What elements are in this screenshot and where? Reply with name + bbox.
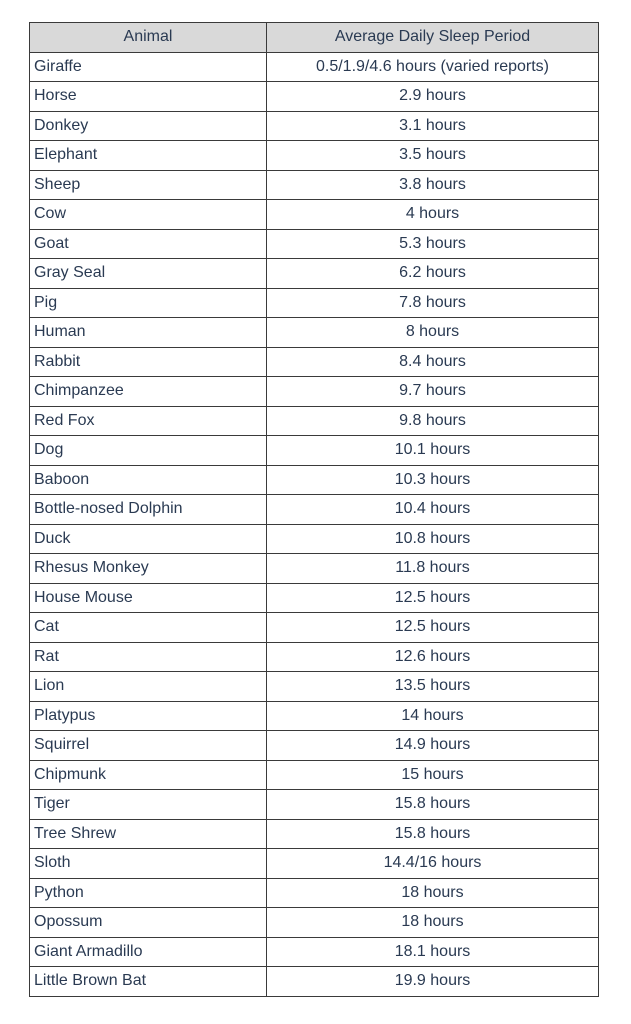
sleep-period-cell: 11.8 hours (267, 554, 599, 584)
table-row (30, 200, 599, 230)
sleep-period-cell: 14 hours (267, 701, 599, 731)
animal-cell: Dog (30, 436, 267, 466)
sleep-period-cell: 10.8 hours (267, 524, 599, 554)
animal-cell: Cat (30, 613, 267, 643)
sleep-period-cell: 15.8 hours (267, 790, 599, 820)
animal-cell: Platypus (30, 701, 267, 731)
table-row (30, 967, 599, 997)
table-row (30, 613, 599, 643)
table-row (30, 495, 599, 525)
sleep-period-cell: 5.3 hours (267, 229, 599, 259)
table-row (30, 849, 599, 879)
table-row (30, 465, 599, 495)
table-row (30, 141, 599, 171)
table-row (30, 790, 599, 820)
animal-cell: Pig (30, 288, 267, 318)
sleep-period-cell: 3.1 hours (267, 111, 599, 141)
table-row (30, 524, 599, 554)
sleep-period-cell: 15 hours (267, 760, 599, 790)
sleep-period-cell: 19.9 hours (267, 967, 599, 997)
animal-cell: Elephant (30, 141, 267, 171)
sleep-period-cell: 9.7 hours (267, 377, 599, 407)
table-row (30, 731, 599, 761)
table-row (30, 819, 599, 849)
sleep-period-cell: 9.8 hours (267, 406, 599, 436)
sleep-period-cell: 12.5 hours (267, 583, 599, 613)
animal-cell: Red Fox (30, 406, 267, 436)
animal-cell: Squirrel (30, 731, 267, 761)
animal-cell: Human (30, 318, 267, 348)
table-row (30, 259, 599, 289)
table-row (30, 347, 599, 377)
table-row (30, 672, 599, 702)
sleep-period-cell: 7.8 hours (267, 288, 599, 318)
sleep-period-cell: 10.3 hours (267, 465, 599, 495)
sleep-period-cell: 15.8 hours (267, 819, 599, 849)
table-row (30, 229, 599, 259)
animal-cell: Rat (30, 642, 267, 672)
table-row (30, 642, 599, 672)
table-row (30, 406, 599, 436)
animal-cell: Chimpanzee (30, 377, 267, 407)
sleep-period-cell: 3.5 hours (267, 141, 599, 171)
animal-cell: Gray Seal (30, 259, 267, 289)
animal-cell: Little Brown Bat (30, 967, 267, 997)
table-row (30, 908, 599, 938)
table-row (30, 318, 599, 348)
sleep-period-cell: 8.4 hours (267, 347, 599, 377)
animal-cell: Baboon (30, 465, 267, 495)
sleep-table-container (29, 22, 598, 997)
table-row (30, 554, 599, 584)
animal-cell: Tiger (30, 790, 267, 820)
animal-cell: Python (30, 878, 267, 908)
sleep-period-cell: 3.8 hours (267, 170, 599, 200)
sleep-period-cell: 14.9 hours (267, 731, 599, 761)
sleep-period-cell: 12.6 hours (267, 642, 599, 672)
animal-cell: Duck (30, 524, 267, 554)
sleep-period-cell: 10.1 hours (267, 436, 599, 466)
table-row (30, 52, 599, 82)
animal-cell: House Mouse (30, 583, 267, 613)
animal-cell: Sheep (30, 170, 267, 200)
sleep-period-cell: 4 hours (267, 200, 599, 230)
animal-cell: Goat (30, 229, 267, 259)
sleep-period-cell: 12.5 hours (267, 613, 599, 643)
sleep-period-cell: 8 hours (267, 318, 599, 348)
sleep-period-cell: 6.2 hours (267, 259, 599, 289)
table-row (30, 288, 599, 318)
sleep-period-cell: 14.4/16 hours (267, 849, 599, 879)
sleep-period-cell: 2.9 hours (267, 82, 599, 112)
column-header-sleep-period: Average Daily Sleep Period (267, 23, 599, 53)
animal-cell: Chipmunk (30, 760, 267, 790)
animal-cell: Opossum (30, 908, 267, 938)
animal-cell: Lion (30, 672, 267, 702)
sleep-period-cell: 10.4 hours (267, 495, 599, 525)
animal-cell: Cow (30, 200, 267, 230)
table-row (30, 937, 599, 967)
sleep-period-cell: 18 hours (267, 878, 599, 908)
animal-cell: Donkey (30, 111, 267, 141)
table-row (30, 111, 599, 141)
table-row (30, 760, 599, 790)
sleep-period-cell: 18 hours (267, 908, 599, 938)
animal-cell: Horse (30, 82, 267, 112)
column-header-animal: Animal (30, 23, 267, 53)
animal-cell: Bottle-nosed Dolphin (30, 495, 267, 525)
animal-cell: Giant Armadillo (30, 937, 267, 967)
table-row (30, 583, 599, 613)
table-row (30, 377, 599, 407)
animal-cell: Giraffe (30, 52, 267, 82)
table-row (30, 878, 599, 908)
sleep-period-cell: 18.1 hours (267, 937, 599, 967)
animal-cell: Rabbit (30, 347, 267, 377)
animal-cell: Tree Shrew (30, 819, 267, 849)
sleep-table (29, 22, 599, 997)
table-row (30, 436, 599, 466)
table-row (30, 701, 599, 731)
table-body (30, 52, 599, 996)
table-row (30, 82, 599, 112)
sleep-period-cell: 13.5 hours (267, 672, 599, 702)
sleep-period-cell: 0.5/1.9/4.6 hours (varied reports) (267, 52, 599, 82)
table-header-row (30, 23, 599, 53)
animal-cell: Sloth (30, 849, 267, 879)
animal-cell: Rhesus Monkey (30, 554, 267, 584)
table-row (30, 170, 599, 200)
